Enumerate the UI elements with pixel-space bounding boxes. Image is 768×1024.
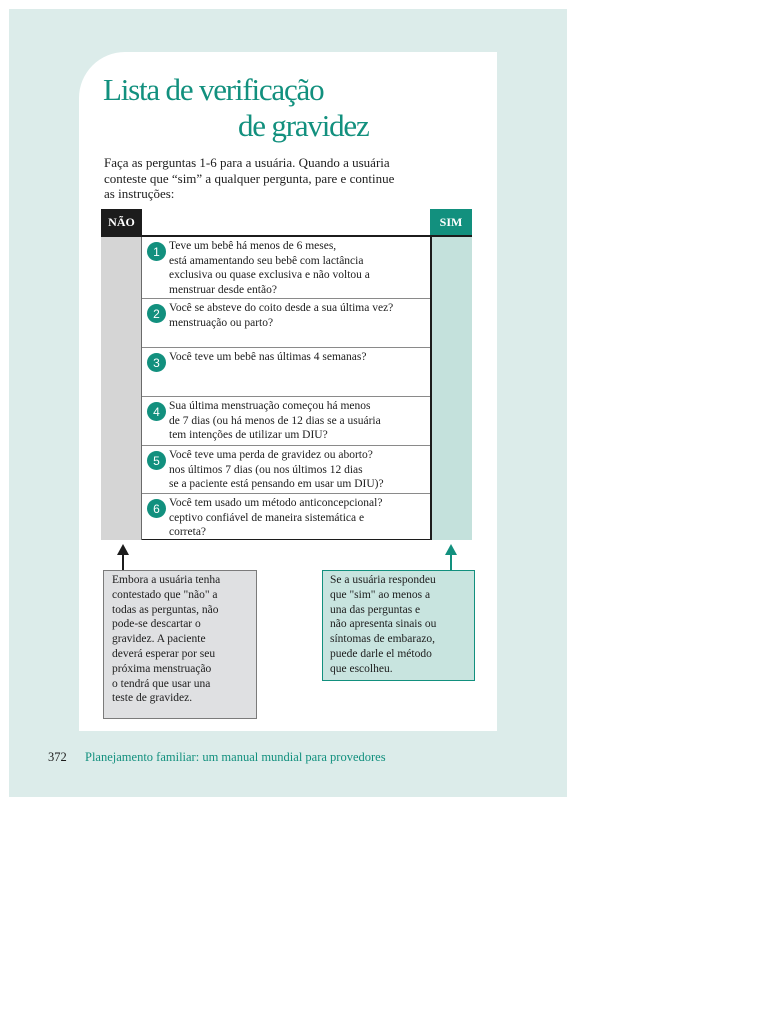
table-row bbox=[101, 299, 472, 348]
answer-cell-nao[interactable] bbox=[101, 237, 142, 299]
question-line: Teve um bebê há menos de 6 meses, bbox=[169, 240, 337, 252]
question-number-badge: 5 bbox=[147, 451, 166, 470]
page-number: 372 bbox=[48, 750, 67, 764]
question-cell bbox=[142, 494, 430, 540]
table-row bbox=[101, 446, 472, 494]
question-line: de 7 dias (ou há menos de 12 dias se a usuária bbox=[169, 414, 381, 427]
instruction-line: que "sim" ao menos a bbox=[330, 588, 431, 601]
instruction-line: que escolheu. bbox=[330, 662, 393, 675]
intro-line: conteste que “sim” a qualquer pergunta, pare e continue bbox=[104, 170, 395, 186]
table-row bbox=[101, 494, 472, 540]
instruction-line: Se a usuária respondeu bbox=[330, 574, 436, 586]
question-line: Você tem usado um método anticoncepcional? bbox=[169, 497, 383, 509]
question-text bbox=[169, 399, 426, 443]
arrow-up-icon bbox=[443, 544, 459, 570]
question-line: ceptivo confiável de maneira sistemática e bbox=[169, 511, 365, 524]
page-title-line-1: Lista de verificação bbox=[103, 72, 324, 107]
instruction-line: próxima menstruação bbox=[112, 662, 212, 675]
instruction-line: puede darle el método bbox=[330, 647, 432, 660]
question-cell bbox=[142, 299, 430, 348]
answer-cell-nao[interactable] bbox=[101, 348, 142, 397]
question-number-badge: 1 bbox=[147, 242, 166, 261]
question-text bbox=[169, 496, 426, 540]
instruction-line: não apresenta sinais ou bbox=[330, 618, 437, 631]
instruction-line: gravidez. A paciente bbox=[112, 633, 206, 646]
instruction-line: todas as perguntas, não bbox=[112, 603, 219, 616]
question-line: tem intenções de utilizar um DIU? bbox=[169, 429, 328, 441]
answer-cell-sim[interactable] bbox=[430, 237, 472, 299]
question-line: está amamentando seu bebê com lactância bbox=[169, 254, 364, 267]
question-line: Você teve um bebê nas últimas 4 semanas? bbox=[169, 351, 367, 363]
instruction-line: pode-se descartar o bbox=[112, 618, 201, 631]
instruction-line: teste de gravidez. bbox=[112, 692, 193, 705]
question-cell bbox=[142, 237, 430, 299]
answer-cell-sim[interactable] bbox=[430, 348, 472, 397]
question-line: Você teve uma perda de gravidez ou aborto? bbox=[169, 449, 373, 461]
question-text bbox=[169, 448, 426, 492]
answer-cell-sim[interactable] bbox=[430, 446, 472, 494]
instruction-line: síntomas de embarazo, bbox=[330, 633, 436, 646]
intro-line: as instruções: bbox=[104, 186, 175, 201]
question-text bbox=[169, 301, 426, 330]
no-answer-instructions bbox=[103, 570, 257, 719]
answer-cell-sim[interactable] bbox=[430, 494, 472, 540]
question-cell bbox=[142, 397, 430, 446]
instruction-line: una das perguntas e bbox=[330, 603, 421, 616]
yes-answer-instructions bbox=[322, 570, 475, 681]
question-line: menstruação ou parto? bbox=[169, 316, 274, 329]
checklist-table bbox=[101, 235, 472, 540]
question-line: menstruar desde então? bbox=[169, 283, 277, 296]
question-cell bbox=[142, 446, 430, 494]
question-text bbox=[169, 239, 426, 297]
answer-cell-nao[interactable] bbox=[101, 397, 142, 446]
page-title-line-2: de gravidez bbox=[238, 108, 369, 143]
answer-cell-nao[interactable] bbox=[101, 494, 142, 540]
instruction-line: o tendrá que usar una bbox=[112, 677, 211, 690]
table-row bbox=[101, 348, 472, 397]
arrow-up-icon bbox=[115, 544, 131, 570]
instruction-line: deverá esperar por seu bbox=[112, 647, 216, 660]
question-cell bbox=[142, 348, 430, 397]
table-row bbox=[101, 397, 472, 446]
footer-title: Planejamento familiar: um manual mundial para provedores bbox=[85, 750, 386, 764]
table-row bbox=[101, 237, 472, 299]
question-line: Você se absteve do coito desde a sua última vez? bbox=[169, 302, 394, 314]
question-number-badge: 2 bbox=[147, 304, 166, 323]
instruction-line: contestado que "não" a bbox=[112, 588, 218, 601]
answer-cell-nao[interactable] bbox=[101, 299, 142, 348]
answer-cell-sim[interactable] bbox=[430, 299, 472, 348]
question-line: Sua última menstruação começou há menos bbox=[169, 400, 371, 412]
question-line: se a paciente está pensando em usar um DIU)? bbox=[169, 478, 384, 490]
instruction-line: Embora a usuária tenha bbox=[112, 574, 221, 586]
question-line: correta? bbox=[169, 526, 207, 538]
answer-cell-sim[interactable] bbox=[430, 397, 472, 446]
question-line: exclusiva ou quase exclusiva e não voltou a bbox=[169, 269, 370, 281]
column-header-sim: SIM bbox=[430, 209, 472, 235]
intro-text bbox=[104, 155, 434, 202]
answer-cell-nao[interactable] bbox=[101, 446, 142, 494]
column-header-nao: NÃO bbox=[101, 209, 142, 235]
question-text bbox=[169, 350, 426, 365]
question-number-badge: 3 bbox=[147, 353, 166, 372]
intro-line: Faça as perguntas 1-6 para a usuária. Quando a usuária bbox=[104, 155, 390, 170]
question-line: nos últimos 7 dias (ou nos últimos 12 dias bbox=[169, 463, 363, 476]
question-number-badge: 4 bbox=[147, 402, 166, 421]
question-number-badge: 6 bbox=[147, 499, 166, 518]
